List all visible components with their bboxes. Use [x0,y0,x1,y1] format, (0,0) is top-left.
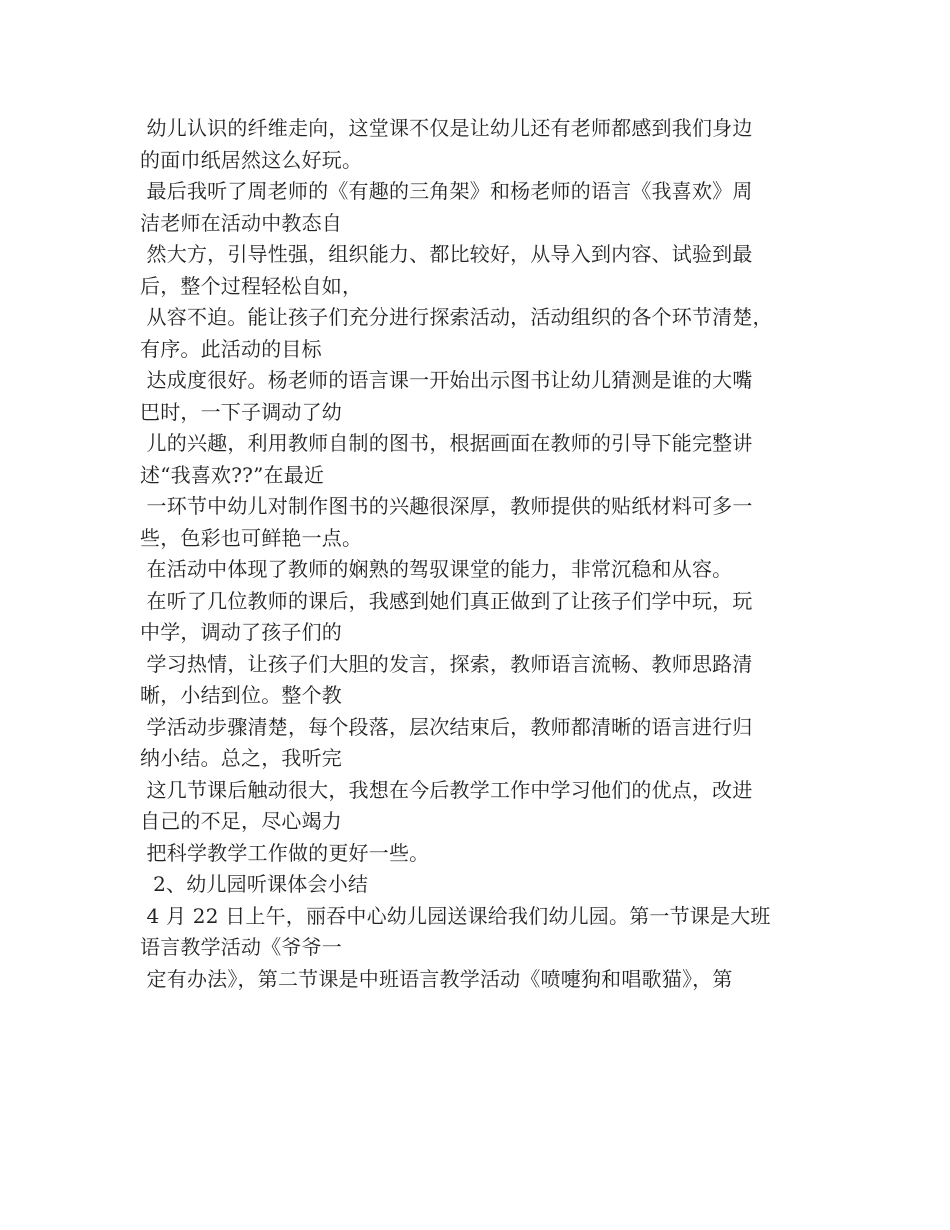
text-line: 语言教学活动《爷爷一 [140,935,342,959]
text-line: 自己的不足，尽心竭力 [140,809,342,833]
text-line: 有序。此活动的目标 [140,336,322,361]
text-line: 这几节课后触动很大，我想在今后教学工作中学习他们的优点，改进 [140,777,753,802]
text-line: 的面巾纸居然这么好玩。 [140,147,363,172]
text-line: 述“我喜欢??”在最近 [140,462,325,487]
text-line: 在听了几位教师的课后，我感到她们真正做到了让孩子们学中玩，玩 [140,588,753,613]
text-line: 最后我听了周老师的《有趣的三角架》和杨老师的语言《我喜欢》周 [140,179,753,203]
text-line: 从容不迫。能让孩子们充分进行探索活动，活动组织的各个环节清楚， [140,305,773,329]
text-line: 一环节中幼儿对制作图书的兴趣很深厚，教师提供的贴纸材料可多一 [140,494,753,518]
text-line: 巴时，一下子调动了幼 [140,399,342,424]
text-line: 然大方，引导性强，组织能力、都比较好，从导入到内容、试验到最 [140,242,753,266]
text-line: 达成度很好。杨老师的语言课一开始出示图书让幼儿猜测是谁的大嘴 [140,368,753,392]
text-line: 纳小结。总之，我听完 [140,746,342,770]
text-line: 洁老师在活动中教态自 [140,210,342,235]
text-line: 学活动步骤清楚，每个段落，层次结束后，教师都清晰的语言进行归 [140,714,753,739]
text-line: 后，整个过程轻松自如， [140,273,363,298]
text-line: 学习热情，让孩子们大胆的发言，探索，教师语言流畅、教师思路清 [140,651,753,676]
text-line: 把科学教学工作做的更好一些。 [140,840,430,865]
text-line: 在活动中体现了教师的娴熟的驾驭课堂的能力，非常沉稳和从容。 [140,557,733,581]
text-line: 儿的兴趣，利用教师自制的图书，根据画面在教师的引导下能完整讲 [140,431,753,455]
section-heading: 2、幼儿园听课体会小结 [140,872,369,896]
text-line: 4 月 22 日上午，丽吞中心幼儿园送课给我们幼儿园。第一节课是大班 [140,903,771,928]
text-line: 定有办法》，第二节课是中班语言教学活动《喷嚏狗和唱歌猫》，第 [140,966,733,991]
document-body [140,113,830,995]
text-line: 中学，调动了孩子们的 [140,620,342,644]
text-line: 晰，小结到位。整个教 [140,683,342,707]
text-line: 些，色彩也可鲜艳一点。 [140,525,363,550]
text-line: 幼儿认识的纤维走向，这堂课不仅是让幼儿还有老师都感到我们身边 [140,116,753,140]
